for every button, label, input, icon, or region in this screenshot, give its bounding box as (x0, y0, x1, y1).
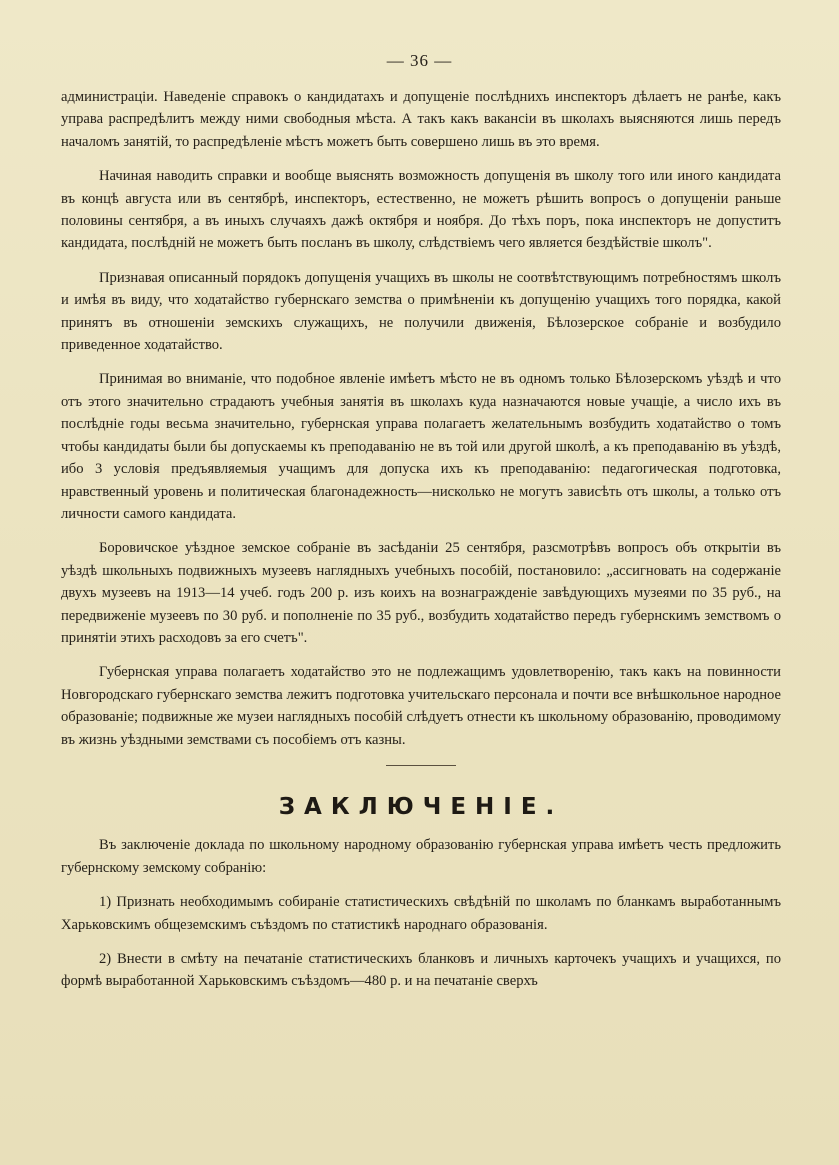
body-text (61, 86, 781, 1005)
paragraph: 1) Признать необходимымъ собираніе статистическихъ свѣдѣній по школамъ по бланкамъ выработаннымъ Харьковскимъ общеземскимъ съѣздомъ по статистикѣ народнаго образованія. (61, 894, 781, 933)
page-number: — 36 — (386, 51, 453, 70)
paragraph: Губернская управа полагаетъ ходатайство это не подлежащимъ удовлетворенію, такъ какъ на повинности Новгородскаго губернскаго земства лежитъ подготовка учительскаго персонала и почти все внѣшкольное народное образованіе; подвижные же музеи наглядныхъ пособій слѣдуетъ отнести къ школьному образованію, проводимому въ жизнь уѣздными земствами съ пособіемъ отъ казны. (61, 664, 781, 748)
paragraph: Принимая во вниманіе, что подобное явленіе имѣетъ мѣсто не въ одномъ только Бѣлозерскомъ уѣздѣ и что отъ этого значительно страдаютъ учебныя занятія въ школахъ куда назначаются новые учащіе, а число ихъ въ послѣдніе годы весьма значительно, губернская управа полагаетъ желательнымъ возбудить ходатайство о томъ чтобы кандидаты были бы допускаемы къ преподаванію не въ той или другой школѣ, а къ преподаванію въ уѣздѣ, ибо 3 условія предъявляемыя учащимъ для допуска ихъ къ преподаванію: педагогическая подготовка, нравственный уровень и политическая благонадежность—нисколько не могутъ зависѣть отъ школы, а только отъ личности самого кандидата. (61, 371, 781, 522)
paragraph: 2) Внести в смѣту на печатаніе статистическихъ бланковъ и личныхъ карточекъ учащихъ и учащихся, по формѣ выработанной Харьковскимъ съѣздомъ—480 р. и на печатаніе сверхъ (61, 951, 781, 990)
paragraph: Начиная наводить справки и вообще выяснять возможность допущенія въ школу того или иного кандидата въ концѣ августа или въ сентябрѣ, инспекторъ, естественно, не можетъ рѣшить вопросъ о допущеніи раньше половины сентября, а въ иныхъ случаяхъ дажѣ октября и ноября. До тѣхъ поръ, пока инспекторъ не допуститъ кандидата, послѣдній не можетъ быть посланъ въ школу, слѣдствіемъ чего является бездѣйствіе школъ". (61, 168, 781, 252)
section-heading: ЗАКЛЮЧЕНІЕ. (278, 793, 564, 820)
section-divider (386, 765, 456, 766)
paragraph: Въ заключеніе доклада по школьному народному образованію губернская управа имѣетъ честь предложить губернскому земскому собранію: (61, 837, 781, 876)
paragraph: администраціи. Наведеніе справокъ о кандидатахъ и допущеніе послѣднихъ инспекторъ дѣлаетъ не ранѣе, какъ управа распредѣлитъ между ними свободныя мѣста. А такъ какъ вакансіи въ школахъ выясняются лишь передъ началомъ занятій, то распредѣленіе мѣстъ можетъ быть совершено лишь въ это время. (61, 89, 781, 150)
paragraph: Боровичское уѣздное земское собраніе въ засѣданіи 25 сентября, разсмотрѣвъ вопросъ объ открытіи въ уѣздѣ школьныхъ подвижныхъ музеевъ наглядныхъ учебныхъ пособій, постановило: „ассигновать на содержаніе двухъ музеевъ на 1913—14 учеб. годъ 200 р. изъ коихъ на вознагражденіе завѣдующихъ музеями по 35 руб., на передвиженіе музеевъ по 30 руб. и пополненіе по 35 руб., возбудить ходатайство передъ губернскимъ земствомъ о принятіи этихъ расходовъ за его счетъ". (61, 540, 781, 646)
paragraph: Признавая описанный порядокъ допущенія учащихъ въ школы не соотвѣтствующимъ потребностямъ школъ и имѣя въ виду, что ходатайство губернскаго земства о примѣненіи къ допущенію учащихъ того порядка, какой принятъ въ отношеніи земскихъ служащихъ, не получили движенія, Бѣлозерское собраніе и возбудило приведенное ходатайство. (61, 269, 781, 354)
